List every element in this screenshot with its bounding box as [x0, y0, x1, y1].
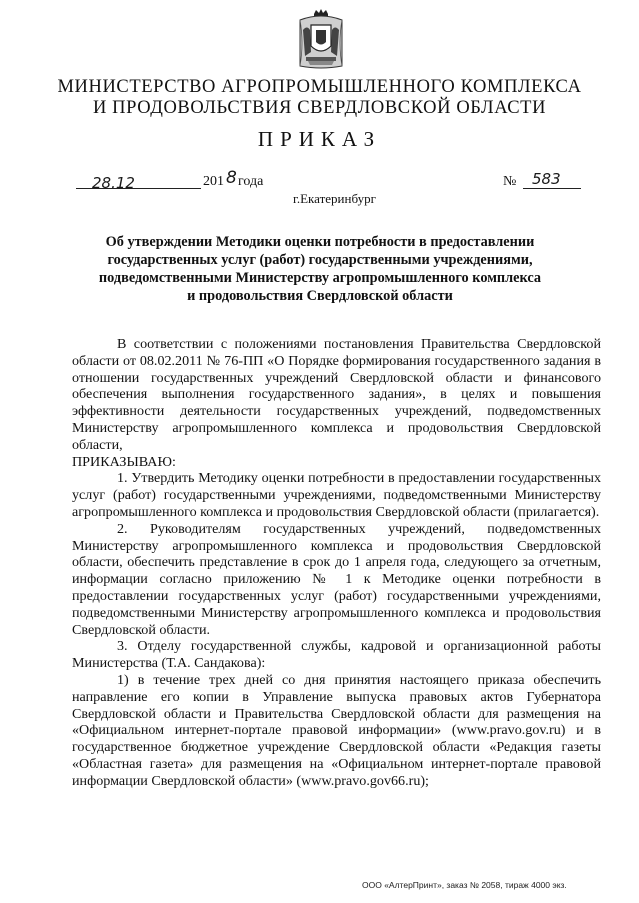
clause-3-1-paragraph: 1) в течение трех дней со дня принятия настоящего приказа обеспечить направление его копии в Управление выпуска правовых актов Губернатора Свердловской области и Правительства Свердловской области для размещения на «Официальном интернет-портале правовой информации» (www.pravo.gov.ru) и в государственное бюджетное учреждение Свердловской области «Редакция газеты «Областная газета» для размещения на «Официальном интернет-портале правовой информации Свердловской области» (www.pravo.gov66.ru); [72, 671, 601, 789]
order-title [90, 233, 550, 305]
ministry-name-line-2: И ПРОДОВОЛЬСТВИЯ СВЕРДЛОВСКОЙ ОБЛАСТИ [92, 98, 547, 118]
city-name: г.Екатеринбург [293, 191, 376, 206]
coat-of-arms-emblem [296, 8, 346, 70]
clause-3-paragraph: 3. Отделу государственной службы, кадровой и организационной работы Министерства (Т.А. Сандакова): [72, 638, 601, 672]
number-label: № [503, 174, 517, 189]
order-title-line: государственных услуг (работ) государственными учреждениями, [107, 252, 533, 268]
order-directive-word: ПРИКАЗЫВАЮ: [72, 453, 176, 470]
handwritten-order-number: 583 [532, 170, 561, 188]
clause-1-paragraph: 1. Утвердить Методику оценки потребности в предоставлении государственных услуг (работ) государственными учреждениями, подведомственными Министерству агропромышленного комплекса и продовольствия Свердловской области (прилагается). [72, 470, 601, 520]
year-prefix: 201 [203, 174, 224, 189]
date-underline [76, 188, 201, 189]
document-type-title: ПРИКАЗ [257, 127, 382, 151]
order-title-line: подведомственными Министерству агропромышленного комплекса [98, 270, 542, 286]
handwritten-year-digit: 8 [226, 168, 237, 188]
number-underline [523, 188, 581, 189]
preamble-paragraph: В соответствии с положениями постановления Правительства Свердловской области от 08.02.2011 № 76-ПП «О Порядке формирования государственного задания в отношении государственных учреждений Свердловской области и финансового обеспечения выполнения государственного задания», в целях и повышения эффективности деятельности государственных учреждений, подведомственных Министерству агропромышленного комплекса и продовольствия Свердловской области, [72, 336, 601, 453]
order-title-line: и продовольствия Свердловской области [187, 288, 453, 304]
order-body [72, 336, 601, 790]
ministry-name-line-1: МИНИСТЕРСТВО АГРОПРОМЫШЛЕННОГО КОМПЛЕКСА [57, 77, 582, 97]
order-title-line: Об утверждении Методики оценки потребности в предоставлении [105, 234, 535, 250]
handwritten-date: 28.12 [92, 174, 135, 192]
year-suffix: года [238, 174, 264, 189]
clause-2-paragraph: 2. Руководителям государственных учреждений, подведомственных Министерству агропромышленного комплекса и продовольствия Свердловской области, обеспечить представление в срок до 1 апреля года, следующего за отчетным, информации согласно приложению № 1 к Методике оценки потребности в предоставлении государственных услуг (работ) государственными учреждениями, подведомственными Министерству агропромышленного комплекса и продовольствия Свердловской области. [72, 520, 601, 638]
printer-imprint: ООО «АлтерПринт», заказ № 2058, тираж 4000 экз. [362, 880, 567, 890]
